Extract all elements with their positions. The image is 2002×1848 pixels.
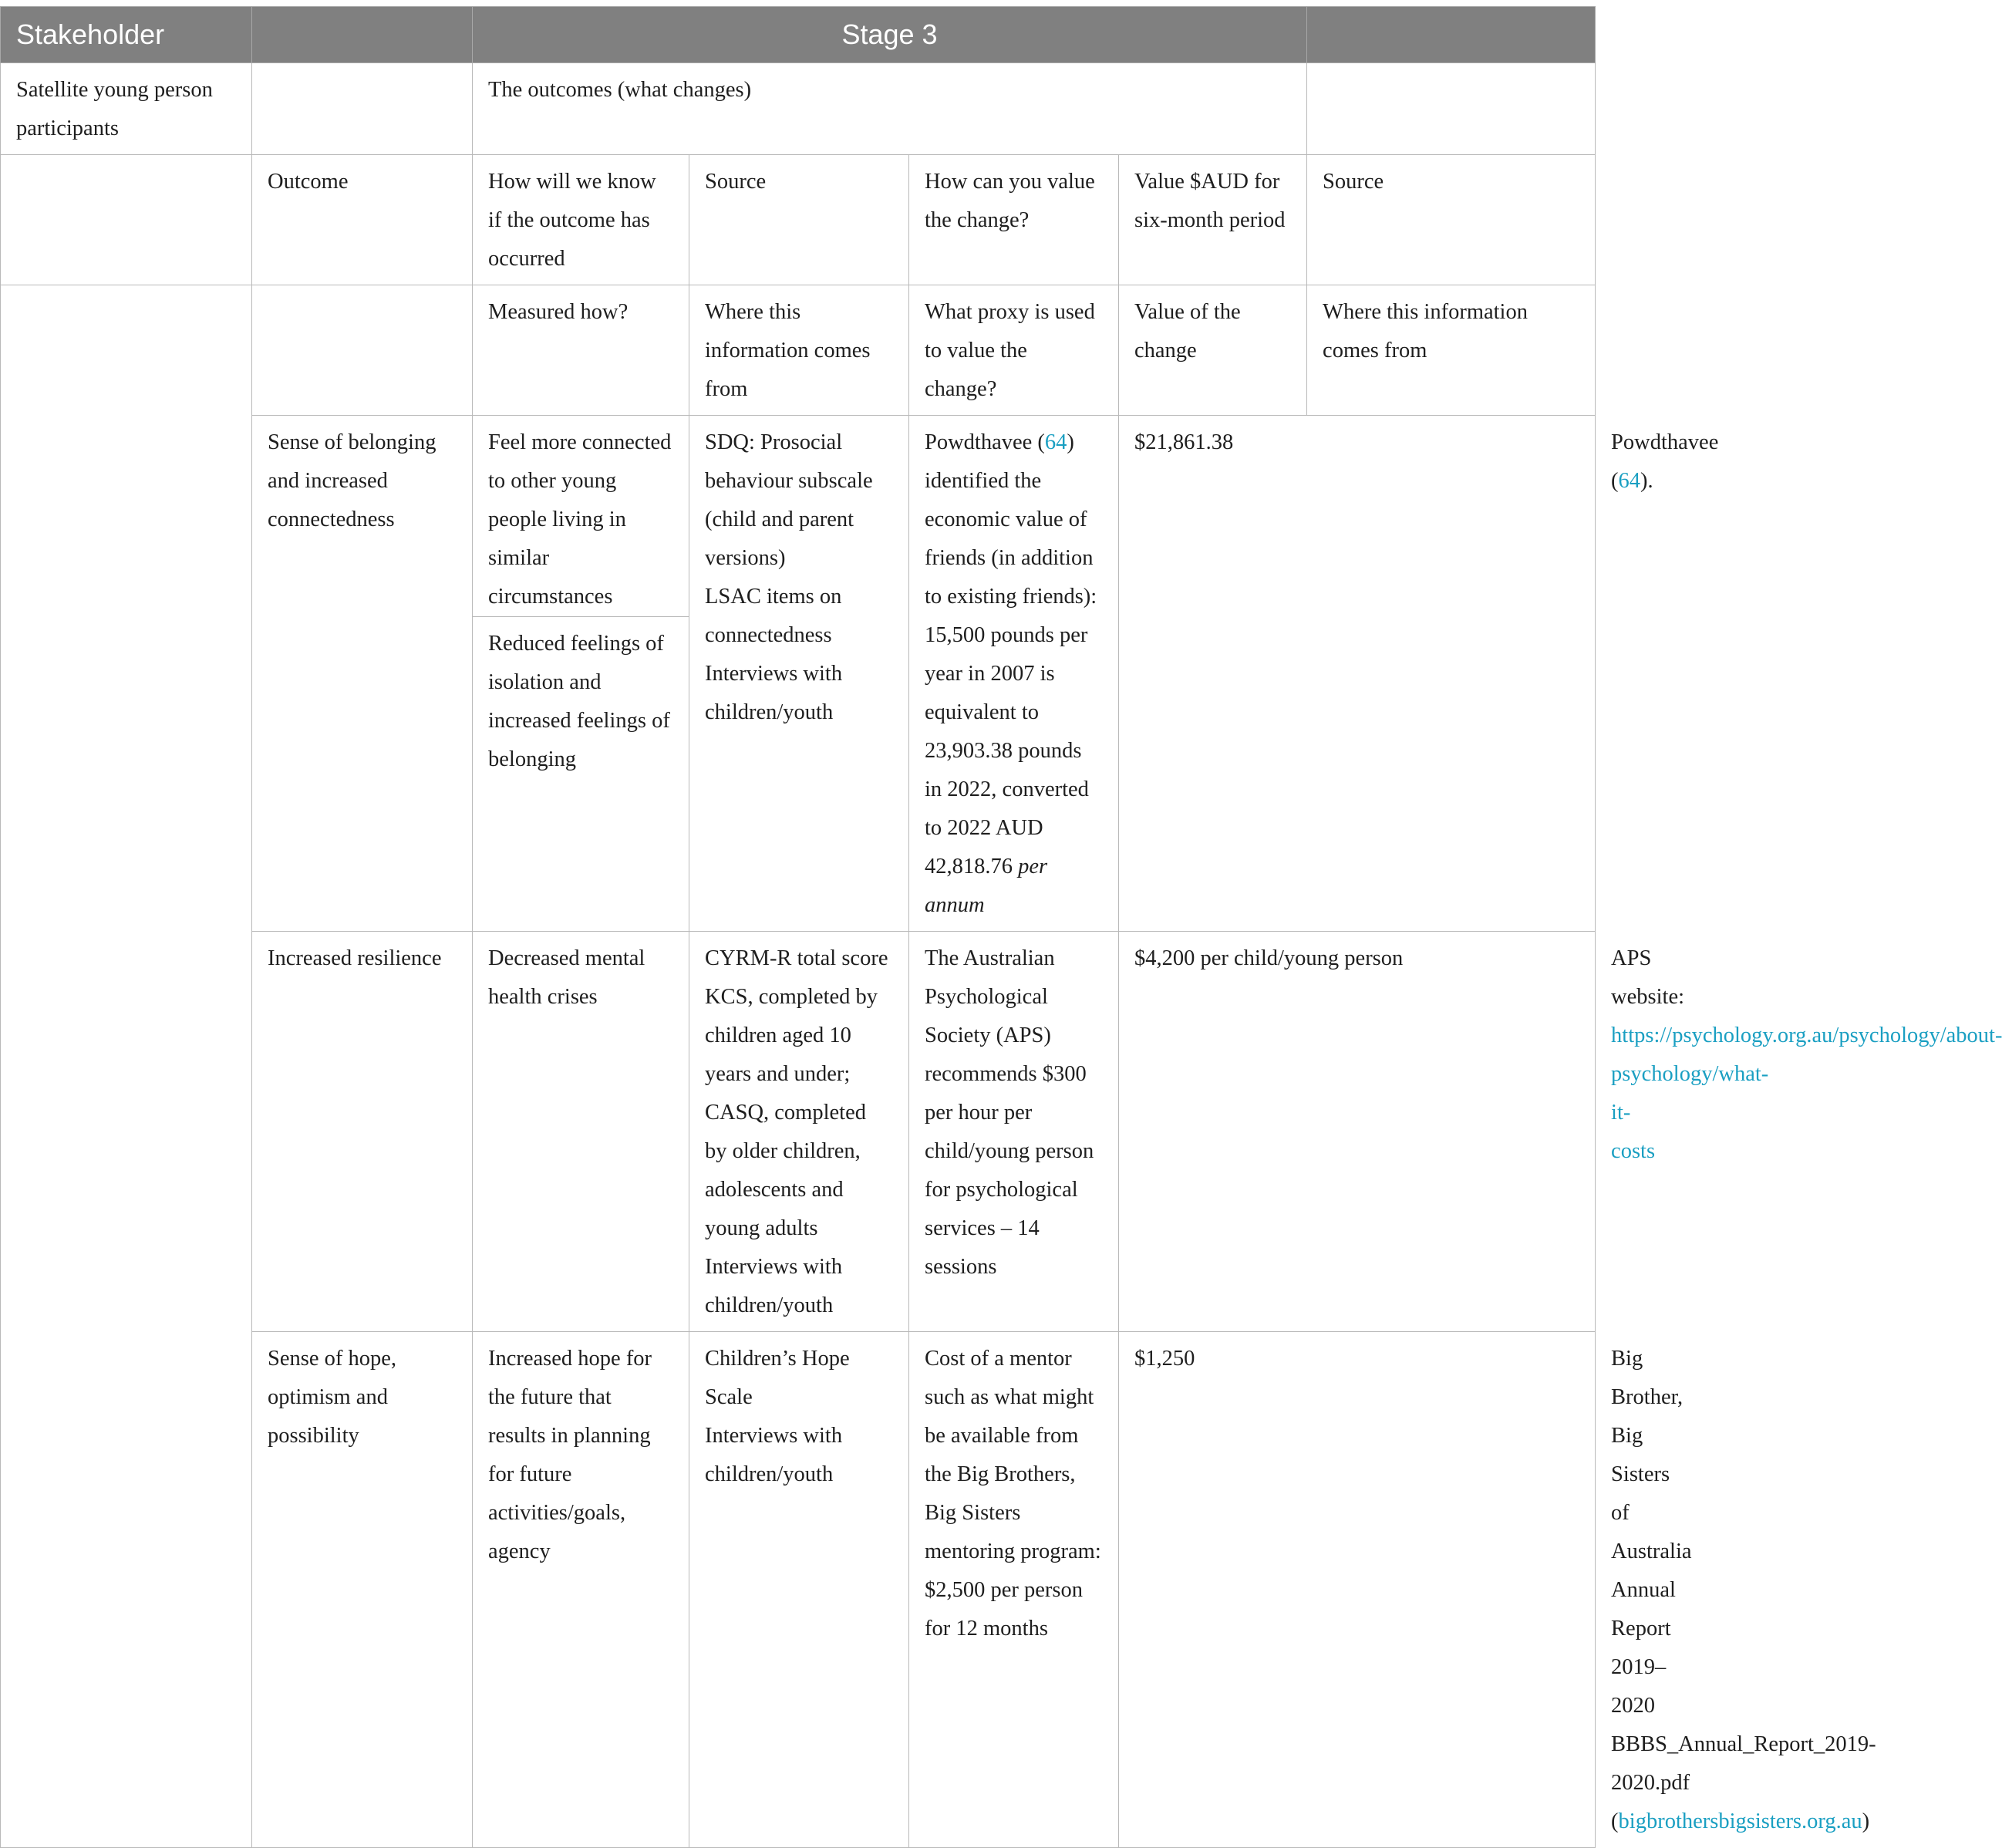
source-line: SDQ: Prosocial behaviour subscale (child and parent versions) <box>705 430 873 570</box>
row-value: $4,200 per child/young person <box>1119 932 1596 1332</box>
row-know-b: Reduced feelings of isolation and increased feelings of belonging <box>473 616 689 785</box>
source-line: Interviews with children/youth <box>705 662 843 724</box>
subcolumn-outcome-blank <box>252 285 473 416</box>
row-proxy <box>909 416 1119 932</box>
proxy-italic: per annum <box>925 855 1048 917</box>
subcolumn-row <box>1 285 1596 416</box>
row-outcome: Sense of belonging and increased connectedness <box>252 416 473 932</box>
row-outcome: Increased resilience <box>252 932 473 1332</box>
column-know: How will we know if the outcome has occurred <box>473 155 689 285</box>
intro-blank <box>252 63 473 155</box>
source-line: Interviews with children/youth <box>705 1424 843 1486</box>
source2-prefix: Big Brother, Big Sisters of Australia Annual Report 2019–2020 BBBS_Annual_Report_2019-2020.pdf ( <box>1611 1347 1876 1833</box>
subcolumn-source: Where this information comes from <box>689 285 909 416</box>
row-source <box>689 416 909 932</box>
subcolumn-value-aud: Value of the change <box>1119 285 1307 416</box>
header-blank <box>252 7 473 63</box>
column-source2: Source <box>1307 155 1596 285</box>
source-line: Children’s Hope Scale <box>705 1347 850 1409</box>
aps-link[interactable]: https://psychology.org.au/psychology/about-psychology/what-it-costs <box>1611 1023 2002 1163</box>
intro-blank-right <box>1307 63 1596 155</box>
subcolumn-know: Measured how? <box>473 285 689 416</box>
header-row <box>1 7 1596 63</box>
source2-suffix: ) <box>1862 1809 1870 1833</box>
row-know <box>473 416 689 932</box>
source2-author: Powdthavee ( <box>1611 430 1719 493</box>
proxy-text: ) identified the economic value of friends (in addition to existing friends): 15,500 pounds per year in 2007 is equivalent to 23,903.38 pounds in 2022, converted to 2022 AUD 42,818.76 <box>925 430 1097 878</box>
row-proxy: The Australian Psychological Society (APS) recommends $300 per hour per child/young person for psychological services – 14 sessions <box>909 932 1119 1332</box>
source-line: Interviews with children/youth <box>705 1255 843 1317</box>
row-proxy: Cost of a mentor such as what might be available from the Big Brothers, Big Sisters mentoring program: $2,500 per person for 12 months <box>909 1332 1119 1848</box>
column-outcome: Outcome <box>252 155 473 285</box>
column-blank <box>1 155 252 285</box>
reference-link[interactable]: 64 <box>1618 469 1641 493</box>
row-source <box>689 1332 909 1848</box>
row-know: Increased hope for the future that results in planning for future activities/goals, agency <box>473 1332 689 1848</box>
subcolumn-value-change: What proxy is used to value the change? <box>909 285 1119 416</box>
row-know-a: Feel more connected to other young people living in similar circumstances <box>488 430 672 609</box>
stakeholder-blank <box>1 285 252 1848</box>
outcomes-table <box>0 6 2002 1848</box>
stakeholder-name: Satellite young person participants <box>1 63 252 155</box>
row-know: Decreased mental health crises <box>473 932 689 1332</box>
outcomes-heading: The outcomes (what changes) <box>473 63 1307 155</box>
intro-row <box>1 63 1596 155</box>
proxy-author: Powdthavee ( <box>925 430 1045 454</box>
source-line: CYRM-R total score <box>705 946 888 970</box>
bbbs-link[interactable]: bigbrothersbigsisters.org.au <box>1618 1809 1862 1833</box>
source2-end: ). <box>1640 469 1653 493</box>
subcolumn-source2: Where this information comes from <box>1307 285 1596 416</box>
row-value: $21,861.38 <box>1119 416 1596 932</box>
header-blank-right <box>1307 7 1596 63</box>
source-line: LSAC items on connectedness <box>705 585 842 647</box>
reference-link[interactable]: 64 <box>1044 430 1067 454</box>
header-stakeholder: Stakeholder <box>1 7 252 63</box>
row-value: $1,250 <box>1119 1332 1596 1848</box>
column-source: Source <box>689 155 909 285</box>
row-source <box>689 932 909 1332</box>
column-value-change: How can you value the change? <box>909 155 1119 285</box>
column-value-aud: Value $AUD for six-month period <box>1119 155 1307 285</box>
source-line: KCS, completed by children aged 10 years and under; CASQ, completed by older children, adolescents and young adults <box>705 985 878 1240</box>
row-outcome: Sense of hope, optimism and possibility <box>252 1332 473 1848</box>
header-stage: Stage 3 <box>473 7 1307 63</box>
column-header-row <box>1 155 1596 285</box>
source2-prefix: APS website: <box>1611 946 1685 1009</box>
